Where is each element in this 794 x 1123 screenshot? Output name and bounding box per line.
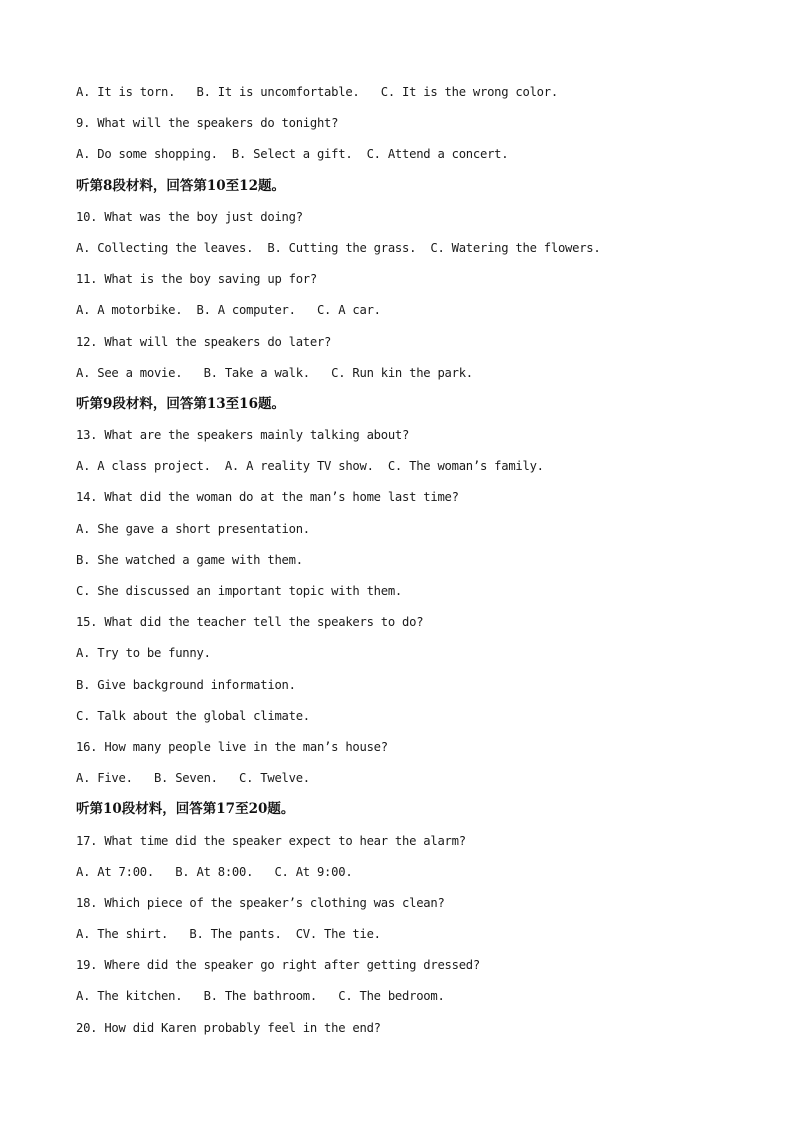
question-9: 9. What will the speakers do tonight? [76, 116, 339, 131]
question-11: 11. What is the boy saving up for? [76, 272, 317, 287]
answer-option-q14-c: C. She discussed an important topic with them. [76, 584, 403, 598]
answer-options-q13: A. A class project. A. A reality TV show. C. The woman’s family. [76, 459, 544, 474]
question-20: 20. How did Karen probably feel in the end? [76, 1020, 381, 1035]
question-14: 14. What did the woman do at the man’s home last time? [76, 490, 459, 505]
section-heading-9: 听第9段材料，回答第13至16题。 [76, 395, 285, 412]
question-18: 18. Which piece of the speaker’s clothing was clean? [76, 895, 445, 910]
answer-options-q9: A. Do some shopping. B. Select a gift. C. Attend a concert. [76, 147, 509, 162]
answer-options-q19: A. The kitchen. B. The bathroom. C. The bedroom. [76, 989, 445, 1004]
question-17: 17. What time did the speaker expect to hear the alarm? [76, 833, 466, 848]
answer-option-q14-a: A. She gave a short presentation. [76, 521, 310, 536]
section-heading-8: 听第8段材料，回答第10至12题。 [76, 177, 285, 194]
question-12: 12. What will the speakers do later? [76, 334, 332, 349]
question-16: 16. How many people live in the man’s house? [76, 739, 388, 754]
answer-options-q11: A. A motorbike. B. A computer. C. A car. [76, 303, 381, 318]
question-13: 13. What are the speakers mainly talking about? [76, 428, 410, 443]
document-body [76, 82, 756, 1049]
answer-options-q8: A. It is torn. B. It is uncomfortable. C. It is the wrong color. [76, 85, 558, 99]
answer-options-q17: A. At 7:00. B. At 8:00. C. At 9:00. [76, 864, 353, 879]
question-10: 10. What was the boy just doing? [76, 209, 303, 224]
question-15: 15. What did the teacher tell the speakers to do? [76, 615, 424, 630]
answer-option-q15-b: B. Give background information. [76, 677, 296, 692]
answer-option-q15-a: A. Try to be funny. [76, 646, 211, 661]
answer-options-q18: A. The shirt. B. The pants. CV. The tie. [76, 927, 381, 942]
answer-options-q12: A. See a movie. B. Take a walk. C. Run kin the park. [76, 365, 473, 380]
answer-options-q10: A. Collecting the leaves. B. Cutting the grass. C. Watering the flowers. [76, 240, 601, 255]
answer-option-q15-c: C. Talk about the global climate. [76, 708, 310, 723]
answer-options-q16: A. Five. B. Seven. C. Twelve. [76, 771, 310, 786]
question-19: 19. Where did the speaker go right after getting dressed? [76, 958, 480, 973]
section-heading-10: 听第10段材料，回答第17至20题。 [76, 801, 295, 818]
answer-option-q14-b: B. She watched a game with them. [76, 552, 303, 567]
